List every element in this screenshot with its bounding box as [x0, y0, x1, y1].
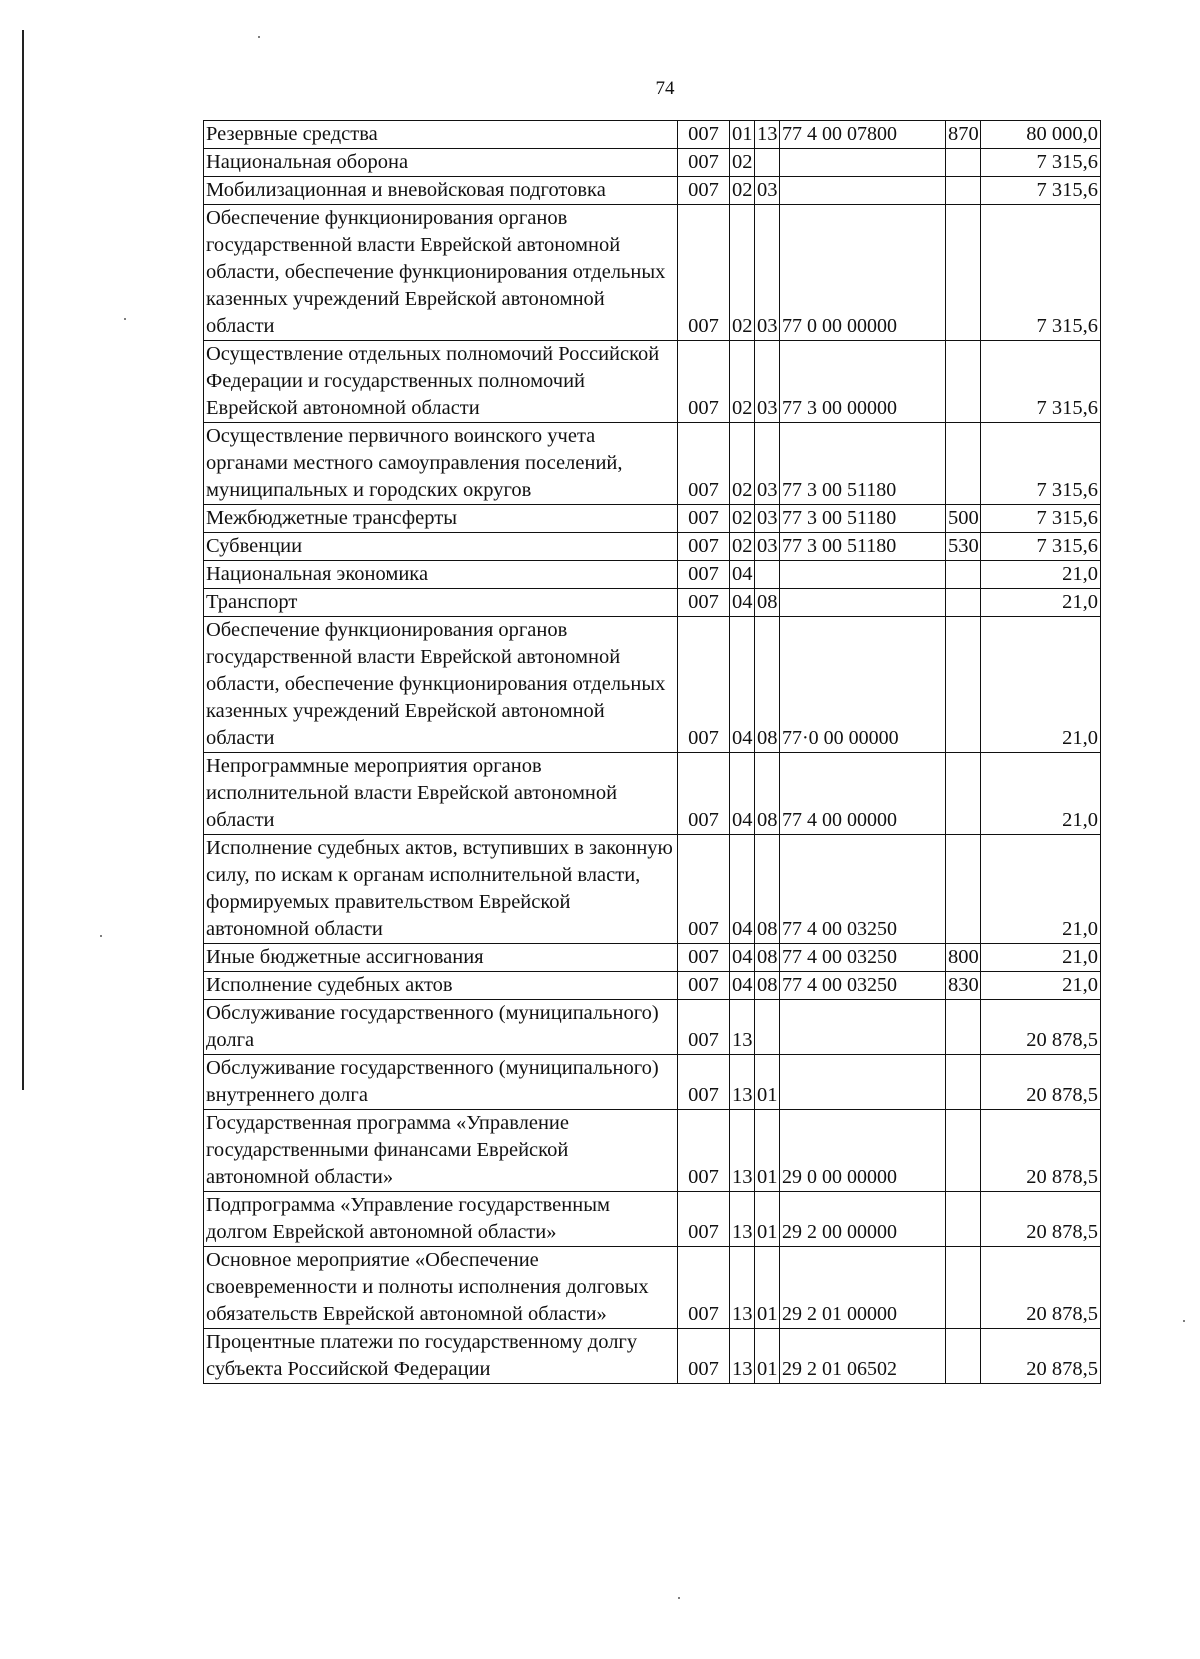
amount: 21,0 — [981, 944, 1101, 972]
gr-code: 007 — [678, 1110, 730, 1192]
table-row — [204, 617, 1101, 753]
vr-code — [946, 1247, 981, 1329]
row-name: Субвенции — [204, 533, 678, 561]
page-number: 74 — [655, 78, 675, 99]
table-row — [204, 1192, 1101, 1247]
gr-code: 007 — [678, 589, 730, 617]
csr-code: 77 3 00 51180 — [780, 423, 946, 505]
amount: 20 878,5 — [981, 1000, 1101, 1055]
table-row — [204, 149, 1101, 177]
csr-code — [780, 1000, 946, 1055]
csr-code — [780, 177, 946, 205]
pr-code: 03 — [755, 341, 780, 423]
row-name: Исполнение судебных актов — [204, 972, 678, 1000]
pr-code: 01 — [755, 1247, 780, 1329]
gr-code: 007 — [678, 121, 730, 149]
rz-code: 13 — [730, 1329, 755, 1384]
csr-code — [780, 589, 946, 617]
budget-table — [203, 120, 1101, 1384]
table-row — [204, 533, 1101, 561]
scan-speck — [1183, 1320, 1185, 1322]
csr-code: 77 3 00 51180 — [780, 505, 946, 533]
row-name: Резервные средства — [204, 121, 678, 149]
scan-speck — [124, 318, 126, 320]
gr-code: 007 — [678, 1000, 730, 1055]
vr-code — [946, 177, 981, 205]
table-row — [204, 205, 1101, 341]
rz-code: 04 — [730, 589, 755, 617]
gr-code: 007 — [678, 617, 730, 753]
table-row — [204, 561, 1101, 589]
pr-code: 01 — [755, 1192, 780, 1247]
csr-code: 77 3 00 00000 — [780, 341, 946, 423]
amount: 20 878,5 — [981, 1247, 1101, 1329]
vr-code — [946, 1110, 981, 1192]
row-name: Обслуживание государственного (муниципального) долга — [204, 1000, 678, 1055]
csr-code: 29 0 00 00000 — [780, 1110, 946, 1192]
gr-code: 007 — [678, 177, 730, 205]
vr-code — [946, 423, 981, 505]
pr-code: 08 — [755, 835, 780, 944]
table-row — [204, 1329, 1101, 1384]
row-name: Процентные платежи по государственному долгу субъекта Российской Федерации — [204, 1329, 678, 1384]
rz-code: 13 — [730, 1247, 755, 1329]
amount: 20 878,5 — [981, 1110, 1101, 1192]
table-row — [204, 505, 1101, 533]
csr-code — [780, 1055, 946, 1110]
amount: 20 878,5 — [981, 1329, 1101, 1384]
rz-code: 04 — [730, 944, 755, 972]
amount: 20 878,5 — [981, 1055, 1101, 1110]
csr-code: 77 4 00 00000 — [780, 753, 946, 835]
vr-code: 500 — [946, 505, 981, 533]
table-row — [204, 1055, 1101, 1110]
csr-code: 77·0 00 00000 — [780, 617, 946, 753]
pr-code: 08 — [755, 972, 780, 1000]
pr-code: 01 — [755, 1329, 780, 1384]
vr-code: 530 — [946, 533, 981, 561]
amount: 20 878,5 — [981, 1192, 1101, 1247]
pr-code — [755, 561, 780, 589]
csr-code: 77 3 00 51180 — [780, 533, 946, 561]
gr-code: 007 — [678, 753, 730, 835]
table-row — [204, 835, 1101, 944]
gr-code: 007 — [678, 341, 730, 423]
pr-code: 08 — [755, 753, 780, 835]
row-name: Обеспечение функционирования органов государственной власти Еврейской автономной области, обеспечение функционирования отдельных казенных учреждений Еврейской автономной области — [204, 617, 678, 753]
csr-code: 77 4 00 03250 — [780, 972, 946, 1000]
gr-code: 007 — [678, 835, 730, 944]
gr-code: 007 — [678, 1192, 730, 1247]
rz-code: 04 — [730, 617, 755, 753]
pr-code: 08 — [755, 944, 780, 972]
amount: 21,0 — [981, 835, 1101, 944]
rz-code: 02 — [730, 341, 755, 423]
table-row — [204, 972, 1101, 1000]
rz-code: 04 — [730, 561, 755, 589]
gr-code: 007 — [678, 533, 730, 561]
amount: 7 315,6 — [981, 423, 1101, 505]
table-row — [204, 589, 1101, 617]
rz-code: 13 — [730, 1192, 755, 1247]
row-name: Межбюджетные трансферты — [204, 505, 678, 533]
amount: 21,0 — [981, 617, 1101, 753]
table-row — [204, 1247, 1101, 1329]
csr-code — [780, 149, 946, 177]
amount: 21,0 — [981, 589, 1101, 617]
pr-code: 08 — [755, 589, 780, 617]
row-name: Осуществление отдельных полномочий Российской Федерации и государственных полномочий Еврейской автономной области — [204, 341, 678, 423]
csr-code: 77 4 00 03250 — [780, 944, 946, 972]
vr-code — [946, 1329, 981, 1384]
row-name: Основное мероприятие «Обеспечение своевременности и полноты исполнения долговых обязательств Еврейской автономной области» — [204, 1247, 678, 1329]
row-name: Национальная экономика — [204, 561, 678, 589]
rz-code: 02 — [730, 505, 755, 533]
row-name: Исполнение судебных актов, вступивших в законную силу, по искам к органам исполнительной власти, формируемых правительством Еврейской автономной области — [204, 835, 678, 944]
pr-code: 01 — [755, 1055, 780, 1110]
row-name: Национальная оборона — [204, 149, 678, 177]
vr-code — [946, 561, 981, 589]
rz-code: 02 — [730, 177, 755, 205]
rz-code: 02 — [730, 423, 755, 505]
pr-code: 13 — [755, 121, 780, 149]
gr-code: 007 — [678, 561, 730, 589]
row-name: Обеспечение функционирования органов государственной власти Еврейской автономной области, обеспечение функционирования отдельных казенных учреждений Еврейской автономной области — [204, 205, 678, 341]
csr-code: 77 4 00 07800 — [780, 121, 946, 149]
pr-code — [755, 149, 780, 177]
gr-code: 007 — [678, 1247, 730, 1329]
row-name: Иные бюджетные ассигнования — [204, 944, 678, 972]
vr-code — [946, 1192, 981, 1247]
table-row — [204, 177, 1101, 205]
gr-code: 007 — [678, 944, 730, 972]
table-row — [204, 1000, 1101, 1055]
vr-code — [946, 205, 981, 341]
row-name: Осуществление первичного воинского учета органами местного самоуправления поселений, муниципальных и городских округов — [204, 423, 678, 505]
pr-code: 03 — [755, 423, 780, 505]
table-row — [204, 341, 1101, 423]
gr-code: 007 — [678, 1055, 730, 1110]
csr-code: 29 2 00 00000 — [780, 1192, 946, 1247]
vr-code — [946, 341, 981, 423]
pr-code: 03 — [755, 205, 780, 341]
row-name: Обслуживание государственного (муниципального) внутреннего долга — [204, 1055, 678, 1110]
pr-code: 03 — [755, 177, 780, 205]
scan-speck — [678, 1597, 680, 1599]
vr-code: 870 — [946, 121, 981, 149]
pr-code: 01 — [755, 1110, 780, 1192]
rz-code: 02 — [730, 205, 755, 341]
amount: 7 315,6 — [981, 341, 1101, 423]
pr-code: 08 — [755, 617, 780, 753]
table-row — [204, 423, 1101, 505]
table-row — [204, 1110, 1101, 1192]
rz-code: 13 — [730, 1055, 755, 1110]
csr-code: 29 2 01 06502 — [780, 1329, 946, 1384]
vr-code — [946, 835, 981, 944]
left-margin-rule — [22, 30, 24, 1090]
gr-code: 007 — [678, 423, 730, 505]
rz-code: 04 — [730, 972, 755, 1000]
gr-code: 007 — [678, 972, 730, 1000]
csr-code — [780, 561, 946, 589]
csr-code: 29 2 01 00000 — [780, 1247, 946, 1329]
amount: 21,0 — [981, 972, 1101, 1000]
rz-code: 01 — [730, 121, 755, 149]
vr-code — [946, 753, 981, 835]
amount: 7 315,6 — [981, 149, 1101, 177]
vr-code — [946, 617, 981, 753]
gr-code: 007 — [678, 205, 730, 341]
row-name: Транспорт — [204, 589, 678, 617]
amount: 7 315,6 — [981, 533, 1101, 561]
row-name: Подпрограмма «Управление государственным долгом Еврейской автономной области» — [204, 1192, 678, 1247]
rz-code: 04 — [730, 753, 755, 835]
scan-speck — [258, 36, 260, 38]
amount: 80 000,0 — [981, 121, 1101, 149]
csr-code: 77 4 00 03250 — [780, 835, 946, 944]
rz-code: 13 — [730, 1110, 755, 1192]
amount: 7 315,6 — [981, 505, 1101, 533]
pr-code: 03 — [755, 505, 780, 533]
pr-code — [755, 1000, 780, 1055]
table-row — [204, 121, 1101, 149]
row-name: Непрограммные мероприятия органов исполнительной власти Еврейской автономной области — [204, 753, 678, 835]
rz-code: 02 — [730, 149, 755, 177]
row-name: Государственная программа «Управление государственными финансами Еврейской автономной области» — [204, 1110, 678, 1192]
amount: 7 315,6 — [981, 205, 1101, 341]
rz-code: 04 — [730, 835, 755, 944]
rz-code: 02 — [730, 533, 755, 561]
rz-code: 13 — [730, 1000, 755, 1055]
gr-code: 007 — [678, 149, 730, 177]
gr-code: 007 — [678, 1329, 730, 1384]
vr-code — [946, 1055, 981, 1110]
vr-code — [946, 1000, 981, 1055]
pr-code: 03 — [755, 533, 780, 561]
amount: 21,0 — [981, 561, 1101, 589]
table-row — [204, 944, 1101, 972]
vr-code: 800 — [946, 944, 981, 972]
amount: 21,0 — [981, 753, 1101, 835]
row-name: Мобилизационная и вневойсковая подготовка — [204, 177, 678, 205]
table-row — [204, 753, 1101, 835]
vr-code: 830 — [946, 972, 981, 1000]
csr-code: 77 0 00 00000 — [780, 205, 946, 341]
amount: 7 315,6 — [981, 177, 1101, 205]
gr-code: 007 — [678, 505, 730, 533]
scan-speck — [100, 935, 102, 937]
vr-code — [946, 589, 981, 617]
vr-code — [946, 149, 981, 177]
